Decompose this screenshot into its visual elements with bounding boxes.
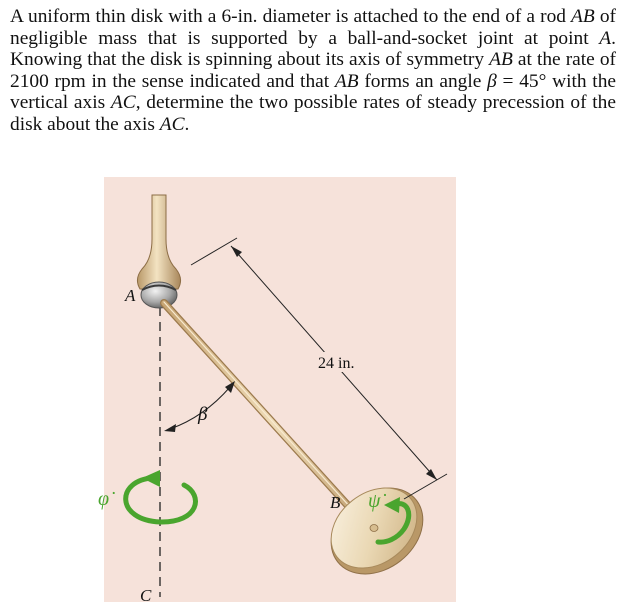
label-length: 24 in.: [318, 355, 355, 372]
support-post: [137, 195, 180, 289]
label-beta: β: [198, 404, 208, 425]
problem-statement: A uniform thin disk with a 6-in. diameter is attached to the end of a rod AB of negligible mass that is supported by a ball-and-socket joint at point A. Knowing that the disk is spinning about its axis of symmetry AB at the rate of 2100 rpm in the sense indicated and that AB forms an angle β = 45° with the vertical axis AC, determine the two possible rates of steady precession of the disk about the axis AC.: [10, 6, 617, 135]
label-c: C: [140, 586, 152, 602]
mechanism-figure: [98, 177, 456, 602]
label-b: B: [330, 493, 341, 512]
label-phi-dot: φ̇: [98, 488, 110, 510]
label-a: A: [125, 286, 136, 305]
label-psi-dot: ψ̇: [368, 490, 381, 512]
figure-panel: [98, 177, 456, 602]
